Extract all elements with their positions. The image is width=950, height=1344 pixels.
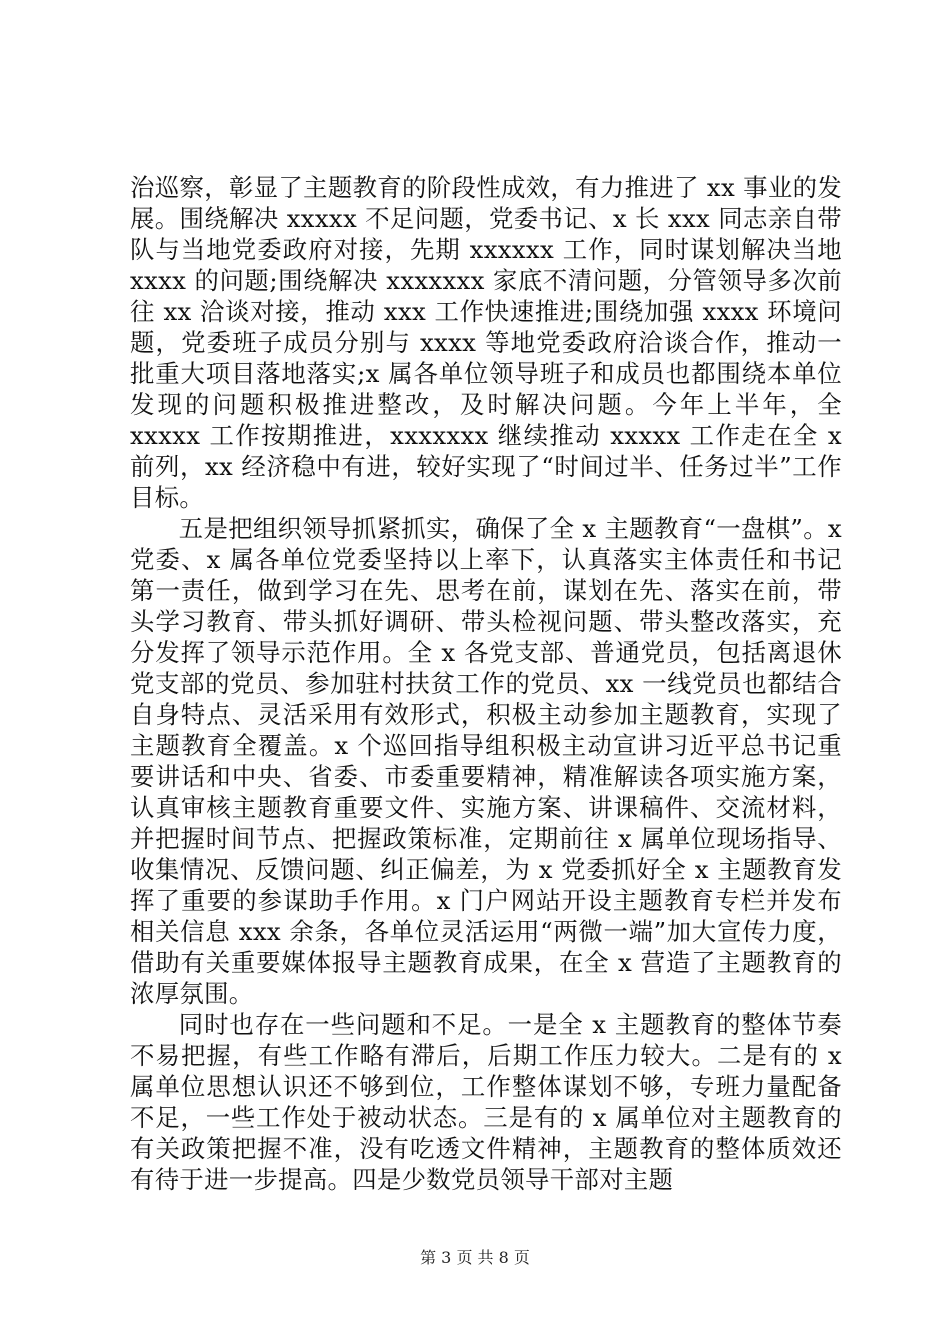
paragraph-1: 治巡察，彰显了主题教育的阶段性成效，有力推进了 xx 事业的发展。围绕解决 xxxxx 不足问题，党委书记、x 长 xxx 同志亲自带队与当地党委政府对接，先期 xxxxxx 工作，同时谋划解决当地 xxxx 的问题;围绕解决 xxxxxxx 家底不清问题，分管领导多次前往 xx 洽谈对接，推动 xxx 工作快速推进;围绕加强 xxxx 环境问题，党委班子成员分别与 xxxx 等地党委政府洽谈合作，推动一批重大项目落地落实;x 属各单位领导班子和成员也都围绕本单位发现的问题积极推进整改，及时解决问题。今年上半年，全 xxxxx 工作按期推进，xxxxxxx 继续推动 xxxxx 工作走在全 x 前列，xx 经济稳中有进，较好实现了“时间过半、任务过半”工作目标。 [130, 173, 842, 512]
paragraph-3: 同时也存在一些问题和不足。一是全 x 主题教育的整体节奏不易把握，有些工作略有滞后，后期工作压力较大。二是有的 x 属单位思想认识还不够到位，工作整体谋划不够，专班力量配备不足，一些工作处于被动状态。三是有的 x 属单位对主题教育的有关政策把握不准，没有吃透文件精神，主题教育的整体质效还有待于进一步提高。四是少数党员领导干部对主题 [130, 1010, 842, 1194]
paragraph-2: 五是把组织领导抓紧抓实，确保了全 x 主题教育“一盘棋”。x 党委、x 属各单位党委坚持以上率下，认真落实主体责任和书记第一责任，做到学习在先、思考在前，谋划在先、落实在前，带头学习教育、带头抓好调研、带头检视问题、带头整改落实，充分发挥了领导示范作用。全 x 各党支部、普通党员，包括离退休党支部的党员、参加驻村扶贫工作的党员、xx 一线党员也都结合自身特点、灵活采用有效形式，积极主动参加主题教育，实现了主题教育全覆盖。x 个巡回指导组积极主动宣讲习近平总书记重要讲话和中央、省委、市委重要精神，精准解读各项实施方案，认真审核主题教育重要文件、实施方案、讲课稿件、交流材料，并把握时间节点、把握政策标准，定期前往 x 属单位现场指导、收集情况、反馈问题、纠正偏差，为 x 党委抓好全 x 主题教育发挥了重要的参谋助手作用。x 门户网站开设主题教育专栏并发布相关信息 xxx 余条，各单位灵活运用“两微一端”加大宣传力度，借助有关重要媒体报导主题教育成果，在全 x 营造了主题教育的浓厚氛围。 [130, 514, 842, 1008]
page-number-footer: 第 3 页 共 8 页 [420, 1248, 530, 1267]
document-body [130, 172, 842, 1195]
